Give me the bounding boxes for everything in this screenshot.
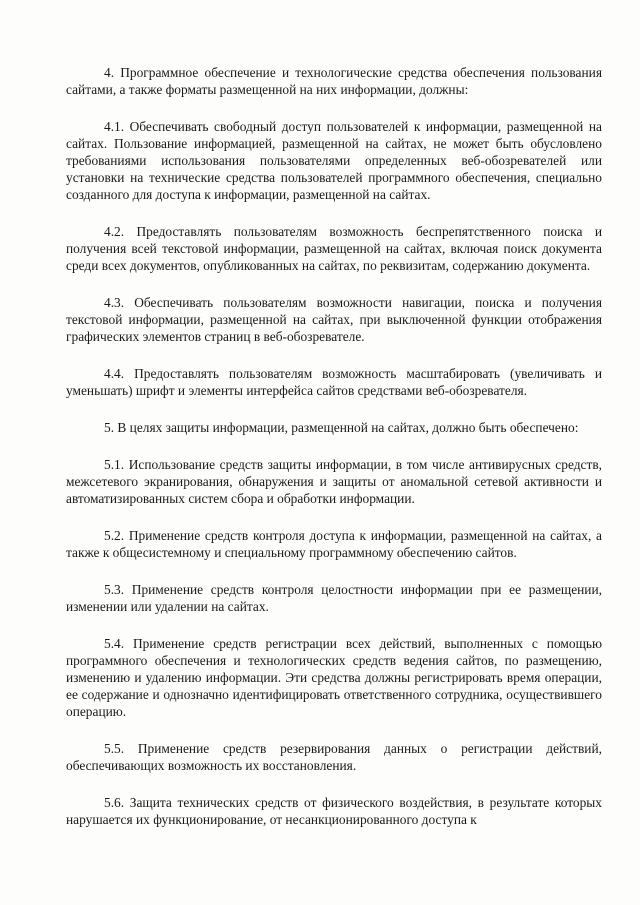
- paragraph-5-4: 5.4. Применение средств регистрации всех действий, выполненных с помощью программного обеспечения и технологических средств ведения сайтов, по размещению, изменению и удалению информации. Эти средства должны регистрировать время операции, ее содержание и однозначно идентифицировать ответственного сотрудника, осуществившего операцию.: [66, 636, 602, 719]
- paragraph-5-2: 5.2. Применение средств контроля доступа к информации, размещенной на сайтах, а также к общесистемному и специальному программному обеспечению сайтов.: [66, 528, 602, 560]
- paragraph-4: 4. Программное обеспечение и технологические средства обеспечения пользования сайтами, а также форматы размещенной на них информации, должны:: [66, 65, 602, 97]
- paragraph-5-1: 5.1. Использование средств защиты информации, в том числе антивирусных средств, межсетевого экранирования, обнаружения и защиты от аномальной сетевой активности и автоматизированных систем сбора и обработки информации.: [66, 457, 602, 506]
- paragraph-4-3: 4.3. Обеспечивать пользователям возможности навигации, поиска и получения текстовой информации, размещенной на сайтах, при выключенной функции отображения графических элементов страниц в веб-обозревателе.: [66, 295, 602, 344]
- paragraph-5-6: 5.6. Защита технических средств от физического воздействия, в результате которых нарушается их функционирование, от несанкционированного доступа к: [66, 795, 602, 827]
- paragraph-4-1: 4.1. Обеспечивать свободный доступ пользователей к информации, размещенной на сайтах. Пользование информацией, размещенной на сайтах, не может быть обусловлено требованиями использования пользователями определенных веб-обозревателей или установки на технические средства пользователей программного обеспечения, специально созданного для доступа к информации, размещенной на сайтах.: [66, 119, 602, 202]
- paragraph-4-4: 4.4. Предоставлять пользователям возможность масштабировать (увеличивать и уменьшать) шрифт и элементы интерфейса сайтов средствами веб-обозревателя.: [66, 366, 602, 398]
- paragraph-4-2: 4.2. Предоставлять пользователям возможность беспрепятственного поиска и получения всей текстовой информации, размещенной на сайтах, включая поиск документа среди всех документов, опубликованных на сайтах, по реквизитам, содержанию документа.: [66, 224, 602, 273]
- document-body: [66, 64, 602, 828]
- paragraph-5: 5. В целях защиты информации, размещенной на сайтах, должно быть обеспечено:: [104, 420, 579, 435]
- paragraph-5-3: 5.3. Применение средств контроля целостности информации при ее размещении, изменении или удалении на сайтах.: [66, 582, 602, 614]
- paragraph-5-5: 5.5. Применение средств резервирования данных о регистрации действий, обеспечивающих возможность их восстановления.: [66, 741, 602, 773]
